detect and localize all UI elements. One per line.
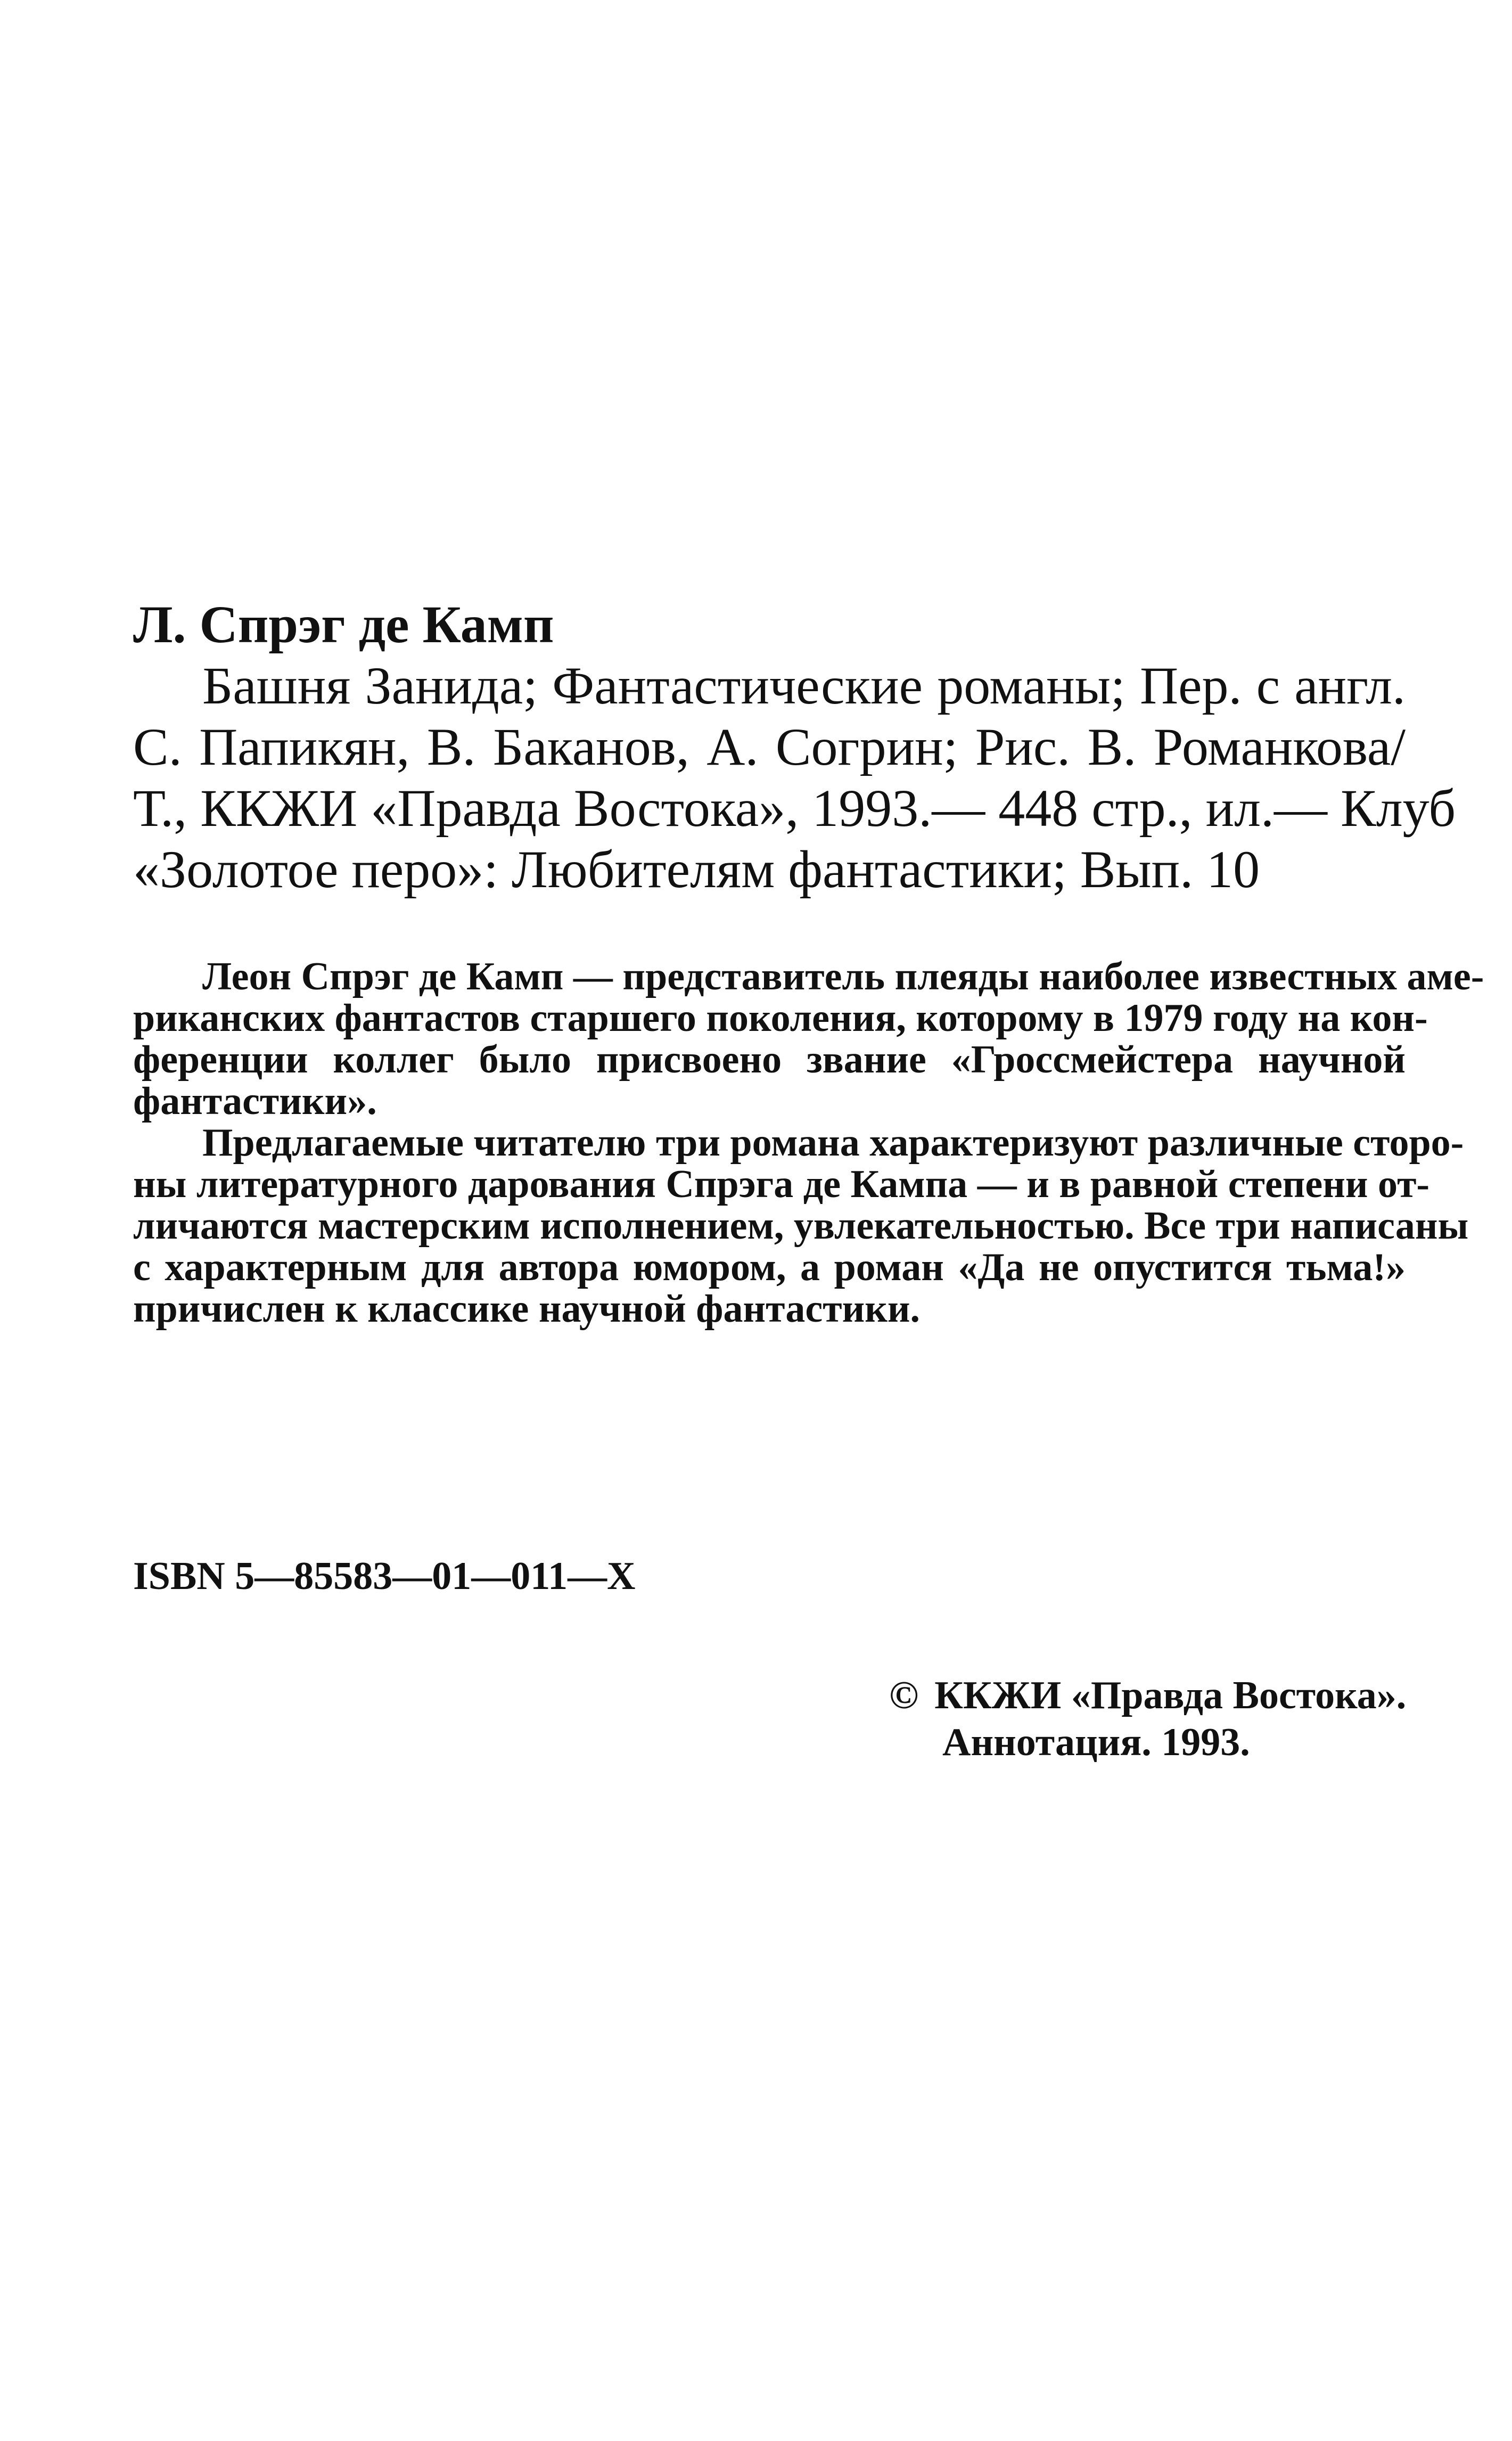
biblio-line-2: С. Папикян, В. Баканов, А. Согрин; Рис. В. Романкова/ xyxy=(133,717,1406,776)
biblio-line-4: «Золотое перо»: Любителям фантастики; Вып. 10 xyxy=(133,840,1260,899)
copyright-icon: © xyxy=(889,1674,919,1717)
copyright-notice xyxy=(889,1672,1406,1766)
annotation-line: ны литературного дарования Спрэга де Кампа — и в равной степени от- xyxy=(133,1162,1430,1206)
annotation-paragraph-2 xyxy=(133,1121,1469,1331)
annotation-line: риканских фантастов старшего поколения, которому в 1979 году на кон- xyxy=(133,996,1428,1040)
annotation-paragraph-1 xyxy=(133,955,1484,1123)
annotation-line: Предлагаемые читателю три романа характеризуют различные сторо- xyxy=(202,1121,1464,1165)
copyright-line-2: Аннотация. 1993. xyxy=(942,1721,1250,1764)
annotation-line: с характерным для автора юмором, а роман «Да не опустится тьма!» xyxy=(133,1246,1406,1289)
annotation-line: причислен к классике научной фантастики. xyxy=(133,1287,920,1331)
biblio-line-3: Т., ККЖИ «Правда Востока», 1993.— 448 стр., ил.— Клуб xyxy=(133,779,1456,838)
author-name: Л. Спрэг де Камп xyxy=(133,595,554,654)
biblio-line-1: Башня Занида; Фантастические романы; Пер. с англ. xyxy=(202,656,1406,715)
annotation-text xyxy=(133,955,1484,1331)
annotation-line: Леон Спрэг де Камп — представитель плеяды наиболее известных аме- xyxy=(202,955,1484,998)
isbn-number: ISBN 5—85583—01—011—X xyxy=(133,1554,636,1598)
annotation-line: ференции коллег было присвоено звание «Гроссмейстера научной xyxy=(133,1038,1406,1082)
annotation-line: личаются мастерским исполнением, увлекательностью. Все три написаны xyxy=(133,1204,1469,1248)
copyright-holder: ККЖИ «Правда Востока». xyxy=(934,1674,1407,1717)
bibliographic-record xyxy=(133,594,1456,900)
copyright-line-1 xyxy=(889,1672,1406,1719)
annotation-line: фантастики». xyxy=(133,1079,377,1123)
